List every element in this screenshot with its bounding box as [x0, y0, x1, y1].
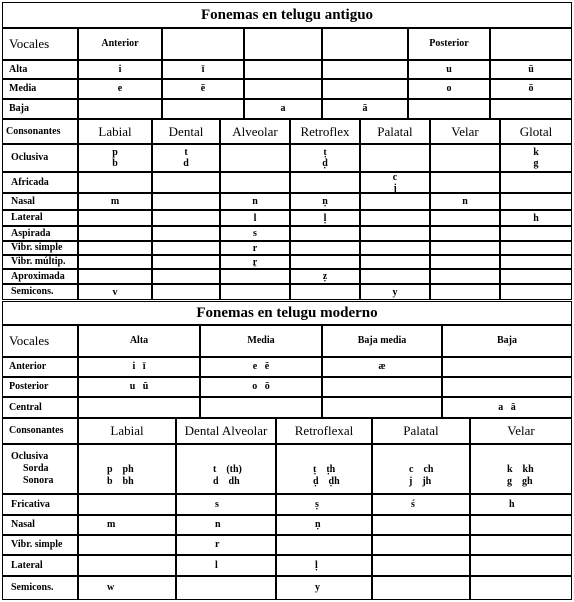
- old-cons-cell: [78, 284, 152, 300]
- phoneme: l: [253, 212, 257, 224]
- phoneme: ṟ: [252, 256, 258, 268]
- old-cons-cell: [78, 269, 152, 284]
- old-vowel-cell: [244, 79, 322, 99]
- modern-cons-col-header: Palatal: [372, 418, 470, 444]
- old-cons-col-header: Velar: [430, 119, 500, 144]
- old-cons-cell: [290, 269, 360, 284]
- old-vowel-cell: [322, 79, 408, 99]
- old-cons-cell: [152, 210, 220, 226]
- old-cons-col-header: Alveolar: [220, 119, 290, 144]
- old-vowel-cell: ō: [490, 79, 572, 99]
- modern-vowels-header: Vocales: [2, 325, 78, 357]
- old-vowel-cell: [244, 60, 322, 79]
- modern-vowel-cell: i ī: [78, 357, 200, 377]
- old-cons-row-label: Aspirada: [2, 226, 78, 241]
- old-cons-cell: [290, 193, 360, 210]
- modern-stop-cell: [470, 444, 572, 494]
- phoneme: ḷ: [323, 212, 327, 224]
- old-cons-cell: [78, 210, 152, 226]
- phoneme: ṇ: [322, 196, 328, 207]
- old-cons-cell: [152, 269, 220, 284]
- modern-cons-cell: [372, 535, 470, 555]
- modern-vowel-cell: [442, 377, 572, 397]
- old-vowel-row-label: Alta: [2, 60, 78, 79]
- modern-vowel-row-label: Posterior: [2, 377, 78, 397]
- modern-cons-cell: [78, 555, 176, 576]
- old-cons-cell: [152, 226, 220, 241]
- voiced-phonemes: d dh: [213, 476, 240, 487]
- modern-cons-cell: [78, 535, 176, 555]
- modern-cons-cell: y: [276, 576, 372, 600]
- modern-vowel-cell: [200, 397, 322, 418]
- old-vowel-empty-4: [490, 28, 572, 60]
- phoneme: ẓ: [322, 271, 328, 282]
- old-cons-cell: [500, 144, 572, 172]
- phoneme: c: [392, 172, 398, 183]
- old-cons-row-label: Nasal: [2, 193, 78, 210]
- old-vowel-empty-2: [244, 28, 322, 60]
- old-vowel-cell: a: [244, 99, 322, 119]
- modern-cons-row-label: Nasal: [2, 515, 78, 535]
- modern-stop-cell: [276, 444, 372, 494]
- old-cons-cell: [78, 172, 152, 193]
- old-cons-row-label: Vibr. simple: [2, 241, 78, 255]
- modern-cons-cell: [276, 535, 372, 555]
- old-cons-cell: [430, 210, 500, 226]
- old-vowel-cell: [78, 99, 162, 119]
- modern-stop-cell: [372, 444, 470, 494]
- phoneme: n: [462, 196, 468, 207]
- voiceless-label: Sorda: [23, 463, 49, 474]
- voiced-label: Sonora: [23, 475, 54, 486]
- modern-vowel-cell: o ō: [200, 377, 322, 397]
- old-cons-row-label: Semicons.: [2, 284, 78, 300]
- modern-cons-cell: [78, 494, 176, 515]
- phoneme: ṭ: [323, 147, 327, 158]
- old-cons-cell: [500, 226, 572, 241]
- old-cons-cell: [500, 269, 572, 284]
- modern-cons-cell: ś: [372, 494, 470, 515]
- old-cons-cell: [360, 144, 430, 172]
- modern-vowel-cell: u ū: [78, 377, 200, 397]
- modern-consonants-header: Consonantes: [2, 418, 78, 444]
- old-cons-cell: [78, 193, 152, 210]
- phoneme: t: [184, 147, 188, 158]
- modern-cons-col-header: Labial: [78, 418, 176, 444]
- modern-vowel-col-header: Alta: [78, 325, 200, 357]
- phoneme: g: [533, 158, 539, 169]
- modern-cons-cell: [372, 515, 470, 535]
- modern-stop-cell: [78, 444, 176, 494]
- old-vowel-cell: ū: [490, 60, 572, 79]
- modern-cons-cell: [470, 515, 572, 535]
- phoneme: s: [253, 228, 257, 239]
- phoneme: d: [183, 158, 189, 169]
- old-cons-cell: [220, 172, 290, 193]
- modern-cons-cell: s: [176, 494, 276, 515]
- modern-stop-cell: [176, 444, 276, 494]
- old-cons-cell: [430, 193, 500, 210]
- old-cons-cell: [78, 226, 152, 241]
- old-cons-cell: [500, 241, 572, 255]
- modern-cons-col-header: Velar: [470, 418, 572, 444]
- phoneme: r: [252, 242, 258, 254]
- modern-cons-cell: [470, 535, 572, 555]
- modern-stops-label: [2, 444, 78, 494]
- modern-vowel-cell: [322, 397, 442, 418]
- old-cons-cell: [290, 284, 360, 300]
- old-vowel-empty-3: [322, 28, 408, 60]
- old-cons-cell: [290, 144, 360, 172]
- modern-vowel-col-header: Media: [200, 325, 322, 357]
- old-cons-cell: [290, 172, 360, 193]
- old-cons-cell: [220, 241, 290, 255]
- old-vowel-cell: [490, 99, 572, 119]
- phoneme: h: [533, 212, 539, 224]
- old-cons-col-header: Labial: [78, 119, 152, 144]
- voiced-phonemes: b bh: [107, 476, 134, 487]
- phoneme: k: [533, 147, 539, 158]
- old-cons-col-header: Dental: [152, 119, 220, 144]
- old-cons-cell: [360, 284, 430, 300]
- phoneme: ḍ: [322, 158, 328, 169]
- modern-vowel-cell: [322, 377, 442, 397]
- modern-vowel-cell: æ: [322, 357, 442, 377]
- phoneme: m: [110, 196, 120, 207]
- old-cons-cell: [290, 255, 360, 269]
- phoneme: p: [112, 147, 118, 158]
- phoneme: y: [392, 286, 398, 298]
- modern-cons-cell: l: [176, 555, 276, 576]
- modern-cons-cell: n: [176, 515, 276, 535]
- old-vowel-cell: [322, 60, 408, 79]
- modern-cons-row-label: Semicons.: [2, 576, 78, 600]
- old-cons-cell: [430, 144, 500, 172]
- modern-cons-cell: ṇ: [276, 515, 372, 535]
- old-cons-row-label: Aproximada: [2, 269, 78, 284]
- old-cons-cell: [152, 255, 220, 269]
- old-cons-cell: [290, 226, 360, 241]
- modern-cons-cell: [470, 576, 572, 600]
- modern-cons-cell: [470, 555, 572, 576]
- old-cons-cell: [152, 193, 220, 210]
- modern-vowel-row-label: Anterior: [2, 357, 78, 377]
- old-vowel-cell: o: [408, 79, 490, 99]
- modern-cons-cell: h: [470, 494, 572, 515]
- voiceless-phonemes: t (th): [213, 464, 242, 475]
- old-cons-cell: [500, 172, 572, 193]
- old-consonants-header: Consonantes: [2, 119, 78, 144]
- old-vowel-cell: [162, 99, 244, 119]
- voiceless-phonemes: c ch: [409, 464, 434, 475]
- modern-vowel-row-label: Central: [2, 397, 78, 418]
- old-cons-cell: [360, 193, 430, 210]
- old-cons-cell: [430, 226, 500, 241]
- modern-cons-cell: ṣ: [276, 494, 372, 515]
- old-cons-cell: [220, 255, 290, 269]
- old-back-header: Posterior: [408, 28, 490, 60]
- old-cons-cell: [360, 255, 430, 269]
- voiced-phonemes: g gh: [507, 476, 533, 487]
- old-cons-row-label: Africada: [2, 172, 78, 193]
- modern-vowel-col-header: Baja media: [322, 325, 442, 357]
- old-vowel-empty-1: [162, 28, 244, 60]
- modern-vowel-cell: e ē: [200, 357, 322, 377]
- old-title: Fonemas en telugu antiguo: [2, 2, 572, 28]
- old-cons-col-header: Palatal: [360, 119, 430, 144]
- old-cons-cell: [290, 241, 360, 255]
- old-cons-cell: [220, 284, 290, 300]
- old-cons-row-label: Oclusiva: [2, 144, 78, 172]
- modern-cons-row-label: Vibr. simple: [2, 535, 78, 555]
- old-cons-cell: [220, 193, 290, 210]
- old-cons-col-header: Retroflex: [290, 119, 360, 144]
- old-cons-cell: [152, 144, 220, 172]
- old-front-header: Anterior: [78, 28, 162, 60]
- voiced-phonemes: j jh: [409, 476, 432, 487]
- old-cons-cell: [430, 172, 500, 193]
- modern-cons-cell: [372, 555, 470, 576]
- old-cons-cell: [220, 210, 290, 226]
- modern-cons-cell: [372, 576, 470, 600]
- old-cons-cell: [78, 241, 152, 255]
- phoneme: b: [112, 158, 118, 169]
- modern-cons-col-header: Dental Alveolar: [176, 418, 276, 444]
- old-cons-row-label: Lateral: [2, 210, 78, 226]
- old-cons-cell: [78, 144, 152, 172]
- old-cons-cell: [430, 284, 500, 300]
- old-cons-cell: [500, 255, 572, 269]
- stops-label: Oclusiva: [11, 451, 49, 462]
- old-cons-cell: [360, 172, 430, 193]
- old-vowel-cell: ī: [162, 60, 244, 79]
- old-cons-cell: [430, 255, 500, 269]
- voiceless-phonemes: k kh: [507, 464, 534, 475]
- old-cons-cell: [500, 193, 572, 210]
- modern-vowel-cell: [78, 397, 200, 418]
- old-cons-cell: [500, 210, 572, 226]
- old-cons-cell: [152, 241, 220, 255]
- old-vowel-cell: u: [408, 60, 490, 79]
- modern-vowel-cell: a ā: [442, 397, 572, 418]
- phoneme: j: [393, 182, 397, 193]
- old-cons-cell: [78, 255, 152, 269]
- old-vowel-cell: e: [78, 79, 162, 99]
- old-cons-cell: [290, 210, 360, 226]
- old-cons-cell: [220, 226, 290, 241]
- modern-cons-cell: [176, 576, 276, 600]
- old-cons-col-header: Glotal: [500, 119, 572, 144]
- old-cons-cell: [152, 172, 220, 193]
- old-vowel-cell: ā: [322, 99, 408, 119]
- old-vowel-row-label: Media: [2, 79, 78, 99]
- old-cons-cell: [220, 269, 290, 284]
- phoneme: n: [252, 196, 258, 207]
- old-cons-cell: [152, 284, 220, 300]
- old-cons-cell: [430, 269, 500, 284]
- modern-title: Fonemas en telugu moderno: [2, 301, 572, 325]
- modern-cons-row-label: Fricativa: [2, 494, 78, 515]
- modern-vowel-col-header: Baja: [442, 325, 572, 357]
- modern-cons-row-label: Lateral: [2, 555, 78, 576]
- old-cons-cell: [500, 284, 572, 300]
- modern-cons-col-header: Retroflexal: [276, 418, 372, 444]
- old-vowel-cell: i: [78, 60, 162, 79]
- old-cons-cell: [220, 144, 290, 172]
- old-cons-cell: [360, 226, 430, 241]
- old-vowels-header: Vocales: [2, 28, 78, 60]
- old-vowel-row-label: Baja: [2, 99, 78, 119]
- old-cons-cell: [360, 269, 430, 284]
- modern-cons-cell: ḷ: [276, 555, 372, 576]
- old-cons-cell: [360, 241, 430, 255]
- modern-cons-cell: r: [176, 535, 276, 555]
- voiceless-phonemes: ṭ ṭh: [313, 464, 336, 475]
- phoneme: v: [112, 286, 118, 298]
- modern-cons-cell: m: [78, 515, 176, 535]
- old-vowel-cell: ē: [162, 79, 244, 99]
- old-cons-cell: [430, 241, 500, 255]
- old-cons-row-label: Vibr. múltip.: [2, 255, 78, 269]
- voiceless-phonemes: p ph: [107, 464, 134, 475]
- modern-vowel-cell: [442, 357, 572, 377]
- modern-cons-cell: w: [78, 576, 176, 600]
- old-cons-cell: [360, 210, 430, 226]
- old-vowel-cell: [408, 99, 490, 119]
- voiced-phonemes: ḍ ḍh: [313, 476, 340, 487]
